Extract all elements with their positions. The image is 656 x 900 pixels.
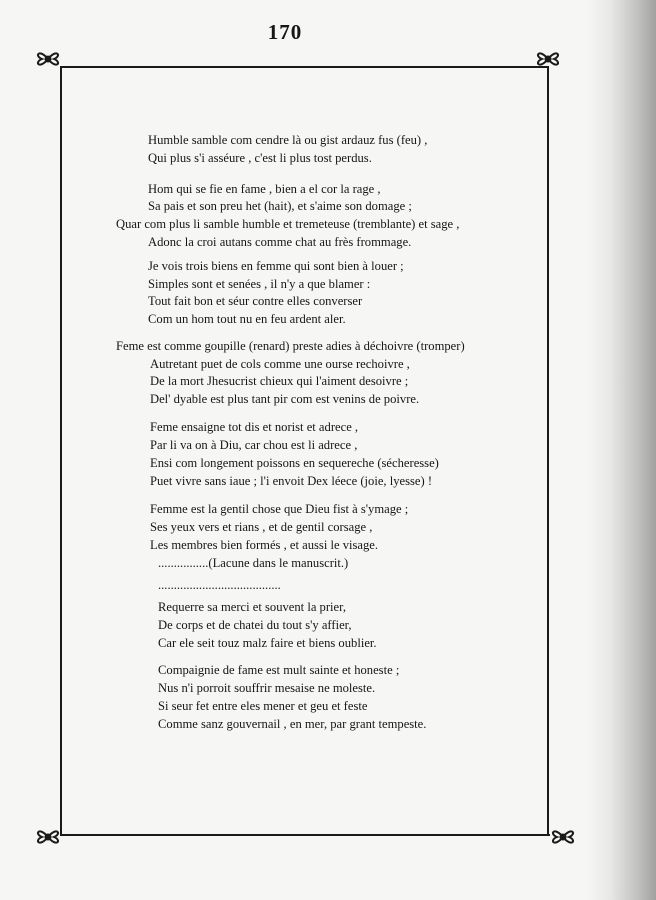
page-number: 170 — [267, 20, 303, 44]
verse-line: Hom qui se fie en fame , bien a el cor la rage , — [148, 182, 381, 196]
verse-line: Ses yeux vers et rians , et de gentil corsage , — [150, 520, 373, 534]
verse-line: De corps et de chatei du tout s'y affier, — [158, 618, 352, 632]
verse-line: De la mort Jhesucrist chieux qui l'aiment desoivre ; — [150, 374, 409, 388]
verse-line: Comme sanz gouvernail , en mer, par grant tempeste. — [158, 717, 427, 731]
verse-line: Puet vivre sans iaue ; l'i envoit Dex léece (joie, lyesse) ! — [150, 474, 433, 488]
verse-line: Ensi com longement poissons en sequereche (sécheresse) — [150, 456, 439, 470]
verse-line: Simples sont et senées , il n'y a que blamer : — [148, 277, 371, 291]
page-edge-shadow — [586, 0, 656, 900]
verse-line: Autretant puet de cols comme une ourse rechoivre , — [150, 357, 410, 371]
corner-ornament-icon — [33, 822, 63, 852]
corner-ornament-icon — [33, 44, 63, 74]
frame-left-rule — [60, 66, 62, 836]
frame-right-rule — [547, 66, 549, 836]
verse-line: Par li va on à Diu, car chou est li adrece , — [150, 438, 358, 452]
verse-line: Nus n'i porroit souffrir mesaise ne moleste. — [158, 681, 376, 695]
verse-line: Sa pais et son preu het (hait), et s'aime son domage ; — [148, 199, 412, 213]
verse-line: Si seur fet entre eles mener et geu et feste — [158, 699, 368, 713]
ellipsis-line: ....................................... — [158, 578, 281, 592]
lacuna-note: ................(Lacune dans le manuscrit.) — [158, 556, 349, 570]
verse-line: Humble samble com cendre là ou gist ardauz fus (feu) , — [148, 133, 428, 147]
verse-line: Tout fait bon et séur contre elles converser — [148, 294, 363, 308]
corner-ornament-icon — [533, 44, 563, 74]
verse-line: Compaignie de fame est mult sainte et honeste ; — [158, 663, 400, 677]
verse-line: Com un hom tout nu en feu ardent aler. — [148, 312, 346, 326]
verse-line: Adonc la croi autans comme chat au frès frommage. — [148, 235, 412, 249]
verse-line: Qui plus s'i asséure , c'est li plus tost perdus. — [148, 151, 372, 165]
verse-line: Feme ensaigne tot dis et norist et adrece , — [150, 420, 359, 434]
frame-top-rule — [60, 66, 548, 68]
verse-line: Les membres bien formés , et aussi le visage. — [150, 538, 379, 552]
verse-line: Requerre sa merci et souvent la prier, — [158, 600, 346, 614]
verse-line: Car ele seit touz malz faire et biens oublier. — [158, 636, 377, 650]
corner-ornament-icon — [548, 822, 578, 852]
verse-line: Femme est la gentil chose que Dieu fist à s'ymage ; — [150, 502, 409, 516]
verse-line: Quar com plus li samble humble et tremeteuse (tremblante) et sage , — [116, 217, 460, 231]
frame-bottom-rule — [60, 834, 550, 836]
verse-line: Je vois trois biens en femme qui sont bien à louer ; — [148, 259, 404, 273]
verse-line: Feme est comme goupille (renard) preste adies à déchoivre (tromper) — [116, 339, 465, 353]
verse-line: Del' dyable est plus tant pir com est venins de poivre. — [150, 392, 420, 406]
